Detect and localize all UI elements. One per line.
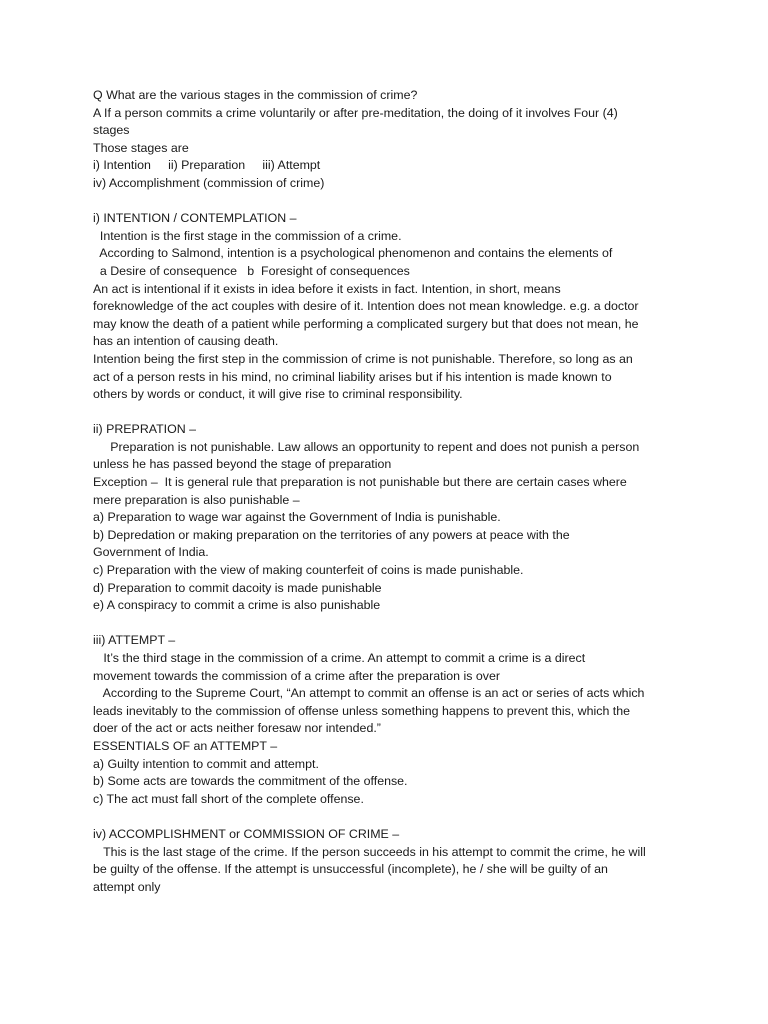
intention-heading: i) INTENTION / CONTEMPLATION – [93, 211, 297, 226]
attempt-line: doer of the act or acts neither foresaw nor intended.” [93, 721, 381, 736]
intention-line: Intention is the first stage in the commission of a crime. [93, 228, 402, 243]
question-line: Q What are the various stages in the commission of crime? [93, 88, 418, 102]
preparation-exception-line: mere preparation is also punishable – [93, 492, 300, 507]
document-body [93, 87, 683, 896]
preparation-item: b) Depredation or making preparation on the territories of any powers at peace with the [93, 527, 570, 542]
answer-intro-line: A If a person commits a crime voluntarily or after pre-meditation, the doing of it involves Four (4) [93, 105, 618, 120]
preparation-exception-line: Exception – It is general rule that preparation is not punishable but there are certain cases where [93, 475, 627, 490]
stages-list-line-2: iv) Accomplishment (commission of crime) [93, 175, 325, 190]
spacer [93, 404, 683, 422]
attempt-line: movement towards the commission of a crime after the preparation is over [93, 668, 500, 683]
accomplishment-line: This is the last stage of the crime. If the person succeeds in his attempt to commit the crime, he will [93, 844, 646, 859]
answer-intro-continued: stages [93, 123, 130, 138]
preparation-heading: ii) PREPRATION – [93, 422, 197, 437]
spacer [93, 193, 683, 211]
intention-paragraph-line: others by words or conduct, it will give rise to criminal responsibility. [93, 387, 463, 402]
intention-paragraph-line: act of a person rests in his mind, no criminal liability arises but if his intention is made known to [93, 369, 612, 384]
intention-paragraph-line: may know the death of a patient while performing a complicated surgery but that does not mean, he [93, 316, 639, 331]
intention-paragraph-line: has an intention of causing death. [93, 334, 279, 349]
attempt-item: a) Guilty intention to commit and attempt. [93, 756, 319, 771]
attempt-line: leads inevitably to the commission of offense unless something happens to prevent this, which the [93, 703, 631, 718]
attempt-item: c) The act must fall short of the complete offense. [93, 791, 364, 806]
preparation-item: Government of India. [93, 545, 209, 560]
preparation-item: a) Preparation to wage war against the Government of India is punishable. [93, 510, 501, 525]
spacer [93, 615, 683, 633]
attempt-line: It’s the third stage in the commission of a crime. An attempt to commit a crime is a direct [93, 651, 586, 665]
attempt-item: b) Some acts are towards the commitment of the offense. [93, 774, 408, 789]
stages-heading: Those stages are [93, 140, 189, 155]
intention-line: a Desire of consequence b Foresight of consequences [93, 263, 410, 278]
spacer [93, 808, 683, 826]
preparation-line: unless he has passed beyond the stage of preparation [93, 457, 392, 472]
stages-list-line-1: i) Intention ii) Preparation iii) Attempt [93, 158, 321, 173]
intention-paragraph-line: foreknowledge of the act couples with desire of it. Intention does not mean knowledge. e.g. a doctor [93, 299, 639, 314]
accomplishment-heading: iv) ACCOMPLISHMENT or COMMISSION OF CRIME – [93, 826, 400, 841]
preparation-item: e) A conspiracy to commit a crime is also punishable [93, 598, 381, 613]
attempt-essentials-heading: ESSENTIALS OF an ATTEMPT – [93, 738, 278, 753]
accomplishment-line: attempt only [93, 879, 161, 894]
intention-paragraph-line: Intention being the first step in the commission of crime is not punishable. Therefore, so long as an [93, 351, 633, 366]
preparation-line: Preparation is not punishable. Law allows an opportunity to repent and does not punish a person [93, 439, 640, 454]
preparation-item: d) Preparation to commit dacoity is made punishable [93, 580, 382, 595]
intention-line: According to Salmond, intention is a psychological phenomenon and contains the elements of [93, 246, 613, 261]
attempt-heading: iii) ATTEMPT – [93, 633, 176, 648]
attempt-line: According to the Supreme Court, “An attempt to commit an offense is an act or series of acts which [93, 686, 645, 701]
accomplishment-line: be guilty of the offense. If the attempt is unsuccessful (incomplete), he / she will be guilty of an [93, 862, 608, 877]
intention-paragraph-line: An act is intentional if it exists in idea before it exists in fact. Intention, in short, means [93, 281, 561, 296]
preparation-item: c) Preparation with the view of making counterfeit of coins is made punishable. [93, 563, 524, 578]
